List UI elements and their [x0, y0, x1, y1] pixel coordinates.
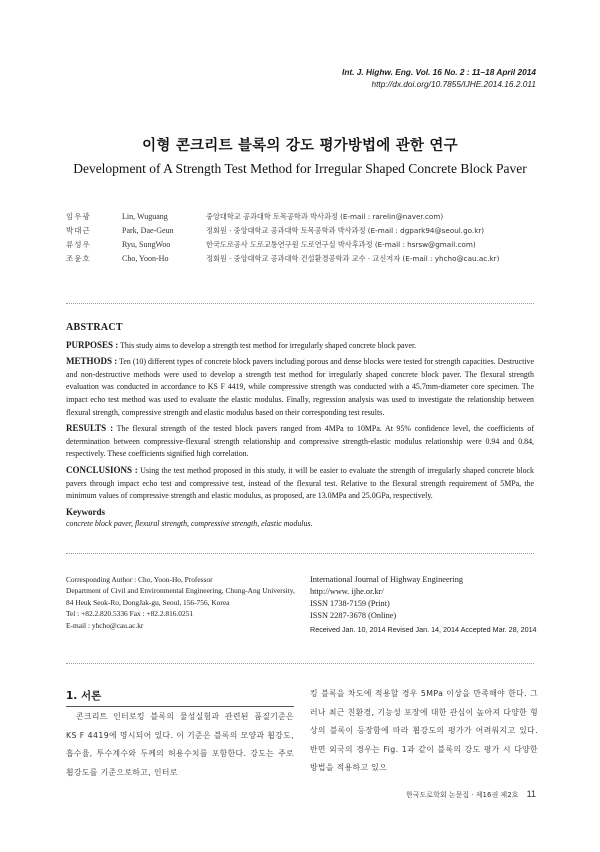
keywords-text: concrete block paver, flexural strength, compressive strength, elastic modulus. [66, 519, 313, 529]
results-label: RESULTS : [66, 423, 114, 434]
conclusions-paragraph [66, 464, 534, 503]
author-affiliation: 정회원 · 중앙대학교 공과대학 건설환경공학과 교수 · 교신저자 (E-mail : yhcho@cau.ac.kr) [206, 254, 500, 263]
abstract-heading: ABSTRACT [66, 322, 123, 333]
section-heading: 1. 서론 [66, 690, 102, 702]
author-name-english: Cho, Yoon-Ho [122, 254, 169, 263]
conclusions-text: Using the test method proposed in this study, it will be easier to evaluate the strength of irregularly shaped concrete block pavers through impact echo test and compressive test, instead of the flexural test. Relative to the flexural strength requirement of 5MPa, the minimum values of compressive strength and elastic modulus, as proposed, are 13.0MPa and 25.0GPa, respectively. [66, 465, 534, 501]
corresponding-author [66, 574, 296, 631]
purposes-paragraph [66, 339, 534, 353]
title-korean: 이형 콘크리트 블록의 강도 평가방법에 관한 연구 [142, 138, 458, 154]
footer-journal: 한국도로학회 논문집 · 제16권 제2호 [406, 791, 519, 799]
doi-link[interactable]: http://dx.doi.org/10.7855/IJHE.2014.16.2.011 [371, 79, 536, 89]
page-number: 11 [526, 789, 536, 799]
journal-info [310, 574, 540, 636]
title-english: Development of A Strength Test Method for Irregular Shaped Concrete Block Paver [73, 161, 527, 176]
corresponding-line: Tel : +82.2.820.5336 Fax : +82.2.816.0251 [66, 609, 194, 619]
journal-citation: Int. J. Highw. Eng. Vol. 16 No. 2 : 11–18 April 2014 [342, 67, 536, 77]
purposes-label: PURPOSES : [66, 339, 119, 350]
conclusions-label: CONCLUSIONS : [66, 464, 138, 475]
results-paragraph [66, 422, 534, 461]
divider [66, 663, 534, 664]
issn-online: ISSN 2287-3678 (Online) [310, 611, 397, 620]
journal-header [342, 66, 536, 90]
methods-paragraph [66, 355, 534, 419]
purposes-text: This study aims to develop a strength test method for irregularly shaped concrete block paver. [120, 340, 417, 350]
methods-label: METHODS : [66, 356, 118, 367]
body-column-right: 킹 블록을 차도에 적용할 경우 5MPa 이상을 만족해야 한다. 그러나 최근 친환경, 기능성 포장에 대한 관심이 높아져 다양한 형상의 블록이 등장함에 따라 휨강도의 평가가 어려워지고 있다. 반면 외국의 경우는 Fig. 1과 같이 블록의 강도 평가 시 다양한 방법을 적용하고 있으 [310, 689, 538, 772]
keywords-heading: Keywords [66, 506, 105, 517]
journal-url[interactable]: http://www. ijhe.or.kr/ [310, 587, 384, 596]
author-name-korean: 조윤호 [66, 254, 91, 263]
author-name-korean: 류성우 [66, 240, 91, 249]
author-name-korean: 임우광 [66, 212, 91, 221]
methods-text: Ten (10) different types of concrete block pavers including porous and dense blocks were tested for strength capacities. Destructive and non-destructive methods were used to develop a strength test method for irregularly shaped concrete block paver. The flexural strength evaluation was conducted in accordance to KS F 4419, while compressive strength was conducted with a 45.7mm-diameter core specimen. The impact echo test method was used to evaluate the elastic modulus. Finally, regression analysis was used to investigate the relationship between flexural strength, compressive strength and elastic modulus based on their corresponding test results. [66, 357, 534, 417]
author-name-english: Park, Dae-Geun [122, 226, 174, 235]
submission-dates: Received Jan. 10, 2014 Revised Jan. 14, 2014 Accepted Mar. 28, 2014 [310, 625, 537, 634]
author-name-english: Ryu, SungWoo [122, 240, 171, 249]
corresponding-line: 84 Heuk Seok-Ro, DongJak-gu, Seoul, 156-756, Korea [66, 597, 230, 607]
author-affiliation: 한국도로공사 도로교통연구원 도로연구실 박사후과정 (E-mail : hsrsw@gmail.com) [206, 240, 476, 249]
journal-name: International Journal of Highway Engineering [310, 575, 463, 584]
divider [66, 553, 534, 554]
corresponding-email[interactable]: E-mail : yhcho@cau.ac.kr [66, 620, 144, 630]
issn-print: ISSN 1738-7159 (Print) [310, 599, 390, 608]
author-affiliation: 정회원 · 중앙대학교 공과대학 토목공학과 박사과정 (E-mail : dgpark94@seoul.go.kr) [206, 226, 485, 235]
section-rule [66, 706, 294, 707]
author-name-english: Lin, Wuguang [122, 212, 168, 221]
body-column-left: 콘크리트 인터로킹 블록의 물성실험과 관련된 품질기준은 KS F 4419에 명시되어 있다. 이 기준은 블록의 모양과 휨강도, 흡수율, 투수계수와 두께의 허용수치를 포함한다. 강도는 주로 휨강도를 기준으로하고, 인터로 [66, 712, 294, 777]
results-text: The flexural strength of the tested block pavers ranged from 4MPa to 10MPa. At 95% confidence level, the coefficients of determination between compressive-flexural strength relationship and compressive strength-elastic modulus relationship were 0.94 and 0.84, respectively. These coefficients signified high correlation. [66, 424, 534, 459]
author-affiliation: 중앙대학교 공과대학 토목공학과 박사과정 (E-mail : rarelin@naver.com) [206, 212, 444, 221]
abstract-section [66, 322, 534, 531]
corresponding-line: Corresponding Author : Cho, Yoon-Ho, Professor [66, 575, 213, 584]
page-footer [406, 789, 536, 800]
divider [66, 303, 534, 304]
corresponding-line: Department of Civil and Environmental Engineering, Chung-Ang University, [66, 586, 295, 596]
author-name-korean: 박대근 [66, 226, 91, 235]
